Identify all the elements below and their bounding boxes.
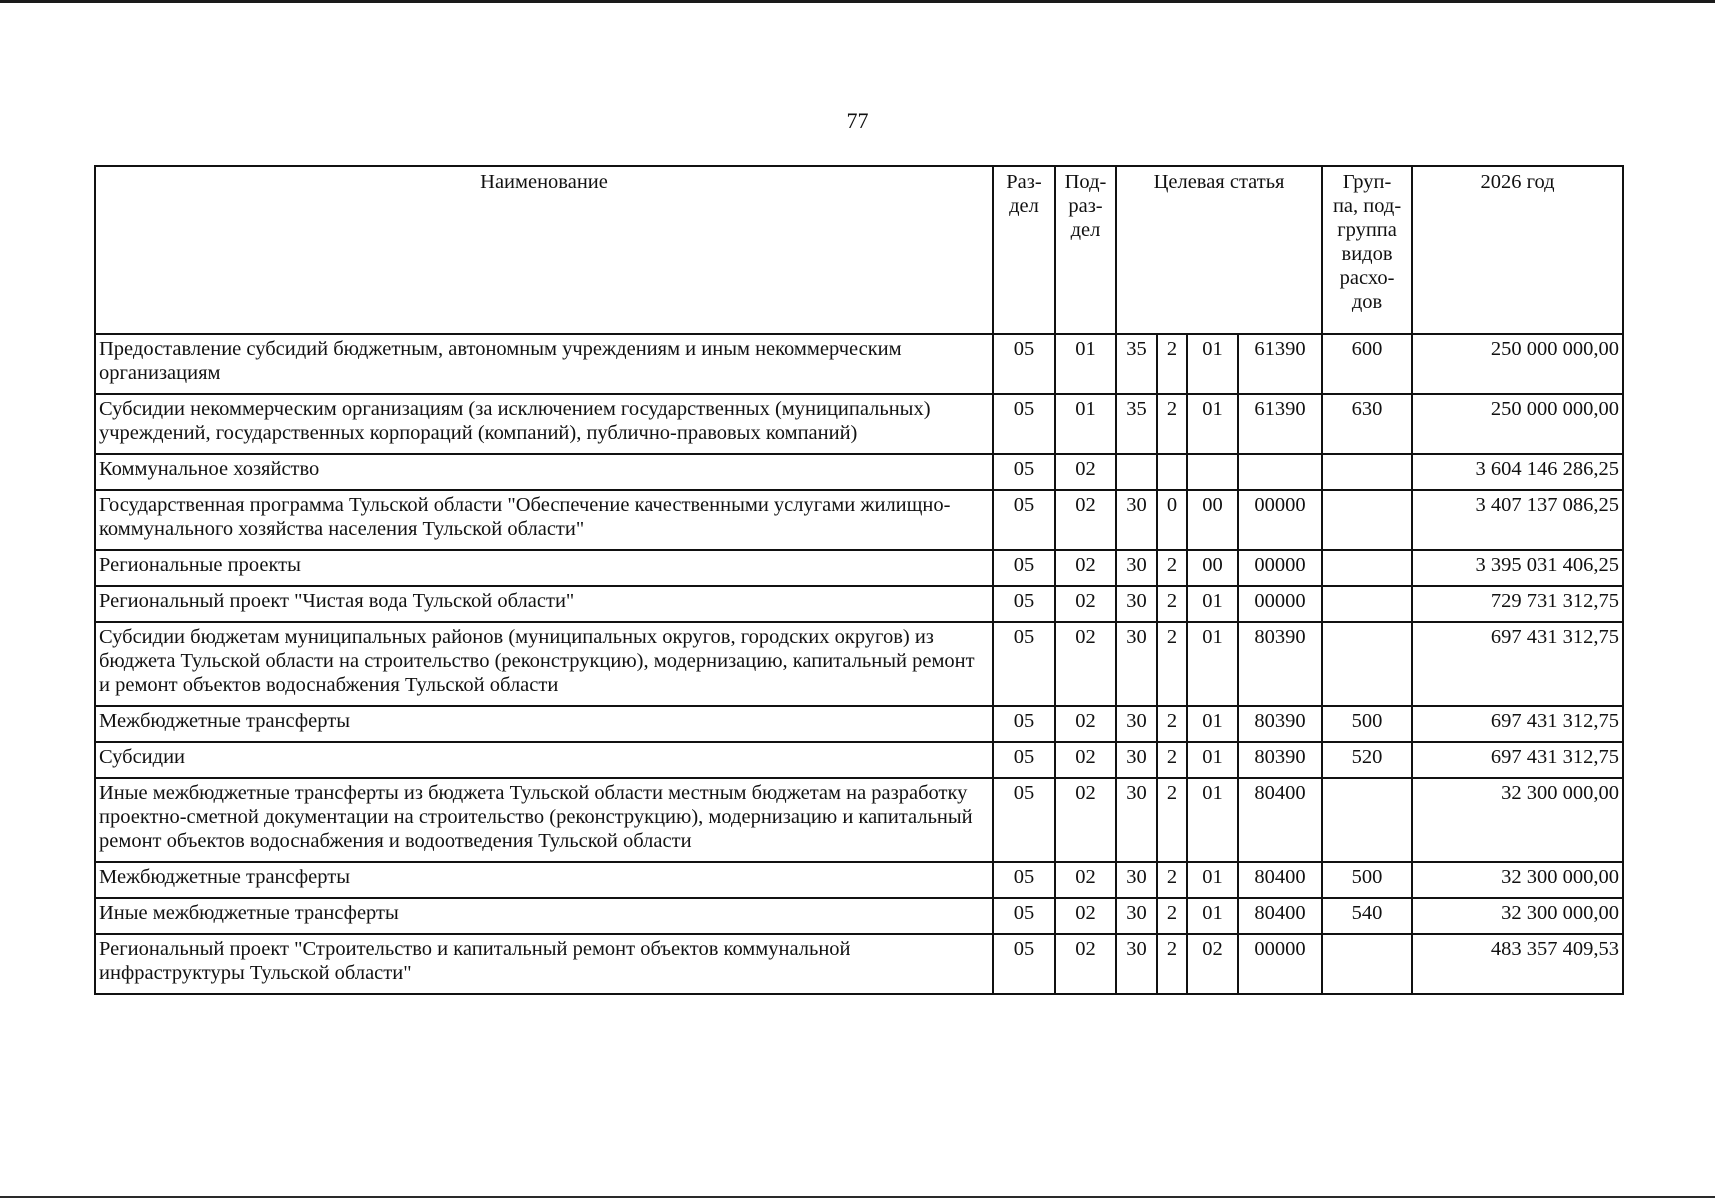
cell-target-subprogram: 2: [1157, 898, 1187, 934]
cell-target-direction: 80390: [1238, 706, 1322, 742]
cell-podrazdel: 02: [1055, 550, 1116, 586]
cell-amount: 697 431 312,75: [1412, 742, 1623, 778]
cell-target-program: 30: [1116, 706, 1157, 742]
cell-target-event: 01: [1187, 742, 1238, 778]
header-razdel: [993, 166, 1055, 334]
cell-target-event: 01: [1187, 622, 1238, 706]
cell-name: Региональный проект "Строительство и капитальный ремонт объектов коммунальной инфраструктуры Тульской области": [95, 934, 993, 994]
cell-target-direction: [1238, 454, 1322, 490]
cell-target-program: 30: [1116, 586, 1157, 622]
cell-target-program: 35: [1116, 334, 1157, 394]
cell-amount: 32 300 000,00: [1412, 898, 1623, 934]
cell-target-direction: 00000: [1238, 586, 1322, 622]
cell-amount: 3 395 031 406,25: [1412, 550, 1623, 586]
header-group-line: па, под-: [1332, 195, 1402, 217]
header-expense-group: [1322, 166, 1412, 334]
cell-amount: 483 357 409,53: [1412, 934, 1623, 994]
table-row: [95, 454, 1623, 490]
cell-name: Коммунальное хозяйство: [95, 454, 993, 490]
cell-target-direction: 80400: [1238, 862, 1322, 898]
header-razdel-line: дел: [1009, 195, 1039, 217]
cell-podrazdel: 02: [1055, 706, 1116, 742]
cell-target-direction: 80400: [1238, 898, 1322, 934]
cell-podrazdel: 02: [1055, 586, 1116, 622]
cell-expense-group: [1322, 550, 1412, 586]
cell-target-event: 01: [1187, 898, 1238, 934]
header-podrazdel: [1055, 166, 1116, 334]
table-row: [95, 742, 1623, 778]
table-row: [95, 898, 1623, 934]
cell-name: Субсидии бюджетам муниципальных районов (муниципальных округов, городских округов) из бюджета Тульской области на строительство (реконструкцию), модернизацию, капитальный ремонт и ремонт объектов водоснабжения Тульской области: [95, 622, 993, 706]
cell-target-event: 01: [1187, 586, 1238, 622]
cell-expense-group: 500: [1322, 706, 1412, 742]
header-podrazdel-line: Под-: [1064, 171, 1107, 193]
cell-target-program: 30: [1116, 622, 1157, 706]
header-razdel-line: Раз-: [1006, 171, 1042, 193]
cell-target-event: 01: [1187, 778, 1238, 862]
header-group-line: видов: [1341, 243, 1393, 265]
cell-amount: 32 300 000,00: [1412, 778, 1623, 862]
header-podrazdel-line: раз-: [1068, 195, 1103, 217]
header-podrazdel-line: дел: [1070, 219, 1101, 241]
cell-name: Иные межбюджетные трансферты из бюджета Тульской области местным бюджетам на разработку проектно-сметной документации на строительство (реконструкцию), модернизацию и капитальный ремонт объектов водоснабжения и водоотведения Тульской области: [95, 778, 993, 862]
cell-target-program: 30: [1116, 490, 1157, 550]
header-target-article: Целевая статья: [1116, 166, 1322, 334]
cell-razdel: 05: [993, 334, 1055, 394]
cell-razdel: 05: [993, 742, 1055, 778]
cell-razdel: 05: [993, 490, 1055, 550]
cell-target-program: 30: [1116, 742, 1157, 778]
table-row: [95, 706, 1623, 742]
cell-amount: 3 604 146 286,25: [1412, 454, 1623, 490]
table-row: [95, 334, 1623, 394]
cell-name: Иные межбюджетные трансферты: [95, 898, 993, 934]
cell-podrazdel: 02: [1055, 454, 1116, 490]
cell-name: Межбюджетные трансферты: [95, 862, 993, 898]
cell-target-direction: 00000: [1238, 550, 1322, 586]
cell-podrazdel: 02: [1055, 490, 1116, 550]
cell-target-direction: 80400: [1238, 778, 1322, 862]
scan-border-top: [0, 0, 1715, 3]
cell-target-program: 30: [1116, 778, 1157, 862]
cell-name: Региональные проекты: [95, 550, 993, 586]
cell-target-program: 30: [1116, 934, 1157, 994]
cell-amount: 729 731 312,75: [1412, 586, 1623, 622]
budget-table: [94, 165, 1624, 995]
cell-target-direction: 61390: [1238, 334, 1322, 394]
cell-razdel: 05: [993, 862, 1055, 898]
scan-border-bottom: [0, 1196, 1715, 1198]
header-group-line: дов: [1351, 291, 1383, 313]
cell-target-program: 30: [1116, 862, 1157, 898]
cell-target-event: 01: [1187, 862, 1238, 898]
cell-expense-group: [1322, 490, 1412, 550]
cell-amount: 697 431 312,75: [1412, 622, 1623, 706]
cell-razdel: 05: [993, 706, 1055, 742]
cell-target-event: 00: [1187, 490, 1238, 550]
cell-target-direction: 00000: [1238, 490, 1322, 550]
header-name: Наименование: [95, 166, 993, 334]
cell-expense-group: 630: [1322, 394, 1412, 454]
cell-razdel: 05: [993, 586, 1055, 622]
cell-target-direction: 80390: [1238, 742, 1322, 778]
cell-expense-group: 520: [1322, 742, 1412, 778]
cell-target-subprogram: 2: [1157, 550, 1187, 586]
cell-target-subprogram: [1157, 454, 1187, 490]
cell-name: Предоставление субсидий бюджетным, автономным учреждениям и иным некоммерческим организациям: [95, 334, 993, 394]
table-row: [95, 394, 1623, 454]
cell-name: Региональный проект "Чистая вода Тульской области": [95, 586, 993, 622]
cell-amount: 3 407 137 086,25: [1412, 490, 1623, 550]
cell-target-event: [1187, 454, 1238, 490]
cell-podrazdel: 02: [1055, 934, 1116, 994]
table-row: [95, 778, 1623, 862]
cell-razdel: 05: [993, 934, 1055, 994]
cell-razdel: 05: [993, 622, 1055, 706]
cell-target-direction: 80390: [1238, 622, 1322, 706]
cell-target-program: 35: [1116, 394, 1157, 454]
cell-target-direction: 61390: [1238, 394, 1322, 454]
cell-target-subprogram: 2: [1157, 862, 1187, 898]
table-row: [95, 490, 1623, 550]
cell-expense-group: [1322, 934, 1412, 994]
page-number: 77: [846, 108, 869, 133]
cell-target-event: 01: [1187, 394, 1238, 454]
cell-podrazdel: 01: [1055, 394, 1116, 454]
cell-target-program: [1116, 454, 1157, 490]
table-row: [95, 934, 1623, 994]
cell-podrazdel: 01: [1055, 334, 1116, 394]
table-header-row: [95, 166, 1623, 334]
cell-target-subprogram: 2: [1157, 742, 1187, 778]
cell-expense-group: [1322, 622, 1412, 706]
cell-target-subprogram: 2: [1157, 622, 1187, 706]
cell-target-subprogram: 2: [1157, 394, 1187, 454]
cell-target-program: 30: [1116, 898, 1157, 934]
cell-target-event: 01: [1187, 706, 1238, 742]
header-year: 2026 год: [1412, 166, 1623, 334]
header-group-line: расхо-: [1339, 267, 1395, 289]
cell-podrazdel: 02: [1055, 778, 1116, 862]
cell-target-direction: 00000: [1238, 934, 1322, 994]
cell-target-subprogram: 2: [1157, 706, 1187, 742]
cell-amount: 32 300 000,00: [1412, 862, 1623, 898]
cell-target-event: 02: [1187, 934, 1238, 994]
cell-expense-group: [1322, 454, 1412, 490]
cell-expense-group: [1322, 778, 1412, 862]
cell-target-event: 01: [1187, 334, 1238, 394]
cell-expense-group: 600: [1322, 334, 1412, 394]
table-body: [95, 334, 1623, 994]
cell-razdel: 05: [993, 778, 1055, 862]
cell-amount: 697 431 312,75: [1412, 706, 1623, 742]
cell-razdel: 05: [993, 394, 1055, 454]
cell-podrazdel: 02: [1055, 622, 1116, 706]
table-row: [95, 622, 1623, 706]
cell-name: Государственная программа Тульской области "Обеспечение качественными услугами жилищно-коммунального хозяйства населения Тульской области": [95, 490, 993, 550]
cell-razdel: 05: [993, 454, 1055, 490]
cell-name: Межбюджетные трансферты: [95, 706, 993, 742]
cell-name: Субсидии: [95, 742, 993, 778]
cell-target-subprogram: 2: [1157, 586, 1187, 622]
cell-razdel: 05: [993, 898, 1055, 934]
cell-podrazdel: 02: [1055, 742, 1116, 778]
cell-amount: 250 000 000,00: [1412, 394, 1623, 454]
cell-target-subprogram: 0: [1157, 490, 1187, 550]
cell-target-subprogram: 2: [1157, 334, 1187, 394]
cell-target-event: 00: [1187, 550, 1238, 586]
cell-name: Субсидии некоммерческим организациям (за исключением государственных (муниципальных) учреждений, государственных корпораций (компаний), публично-правовых компаний): [95, 394, 993, 454]
table-row: [95, 550, 1623, 586]
header-group-line: группа: [1337, 219, 1397, 241]
cell-expense-group: 540: [1322, 898, 1412, 934]
cell-target-subprogram: 2: [1157, 934, 1187, 994]
cell-target-subprogram: 2: [1157, 778, 1187, 862]
cell-expense-group: [1322, 586, 1412, 622]
cell-target-program: 30: [1116, 550, 1157, 586]
table-row: [95, 586, 1623, 622]
cell-razdel: 05: [993, 550, 1055, 586]
cell-podrazdel: 02: [1055, 898, 1116, 934]
cell-expense-group: 500: [1322, 862, 1412, 898]
cell-podrazdel: 02: [1055, 862, 1116, 898]
cell-amount: 250 000 000,00: [1412, 334, 1623, 394]
table-row: [95, 862, 1623, 898]
header-group-line: Груп-: [1342, 171, 1392, 193]
